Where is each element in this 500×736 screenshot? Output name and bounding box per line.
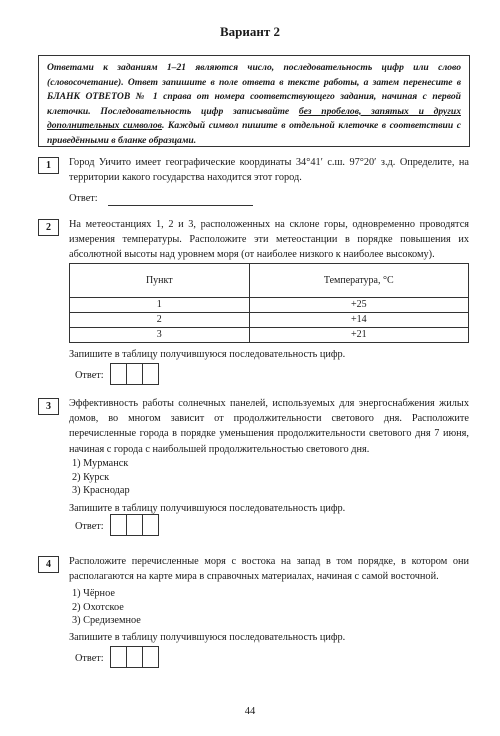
question-4-options xyxy=(72,587,141,628)
answer-cell[interactable] xyxy=(142,363,159,385)
answer-cell[interactable] xyxy=(142,514,159,536)
question-4-number: 4 xyxy=(38,556,59,573)
question-4-text: Расположите перечисленные моря с востока на запад в том порядке, в котором они располагаются на карте мира в справочных материалах, начиная с самой восточной. xyxy=(69,556,469,583)
answer-cell[interactable] xyxy=(126,646,143,668)
question-2-answer-cells[interactable] xyxy=(111,363,159,385)
table-cell: 3 xyxy=(70,328,250,343)
question-1-number: 1 xyxy=(38,157,59,174)
instructions-text-end: . Каждый символ пишите в отдельной клеточке в соответствии с приведёнными в бланке образцами. xyxy=(47,120,461,146)
question-2-answer-label: Ответ: xyxy=(75,370,104,381)
answer-cell[interactable] xyxy=(110,363,127,385)
question-2-text: На метеостанциях 1, 2 и 3, расположенных на склоне горы, одновременно проводятся измерения температуры. Расположите эти метеостанции в порядке повышения их абсолютной высоты над уровнем моря (от наиболее низкого к наиболее высокому). xyxy=(69,219,469,261)
table-header-temperature: Температура, °С xyxy=(249,264,468,298)
option-item: 1) Чёрное xyxy=(72,588,115,599)
answer-cell[interactable] xyxy=(126,514,143,536)
question-3-number: 3 xyxy=(38,398,59,415)
answer-cell[interactable] xyxy=(142,646,159,668)
question-1-answer-label: Ответ: xyxy=(69,193,98,204)
question-3-answer-label: Ответ: xyxy=(75,521,104,532)
table-row xyxy=(70,328,469,343)
page-title: Вариант 2 xyxy=(219,24,281,39)
option-item: 2) Курск xyxy=(72,471,110,483)
question-4-instruction: Запишите в таблицу получившуюся последовательность цифр. xyxy=(69,632,346,643)
option-item: 3) Средиземное xyxy=(72,615,141,626)
table-cell: 2 xyxy=(70,313,250,328)
instructions-box xyxy=(38,55,470,147)
question-3-options xyxy=(72,457,130,498)
instructions-underlined: без пробелов, запятых и других дополнительных символов xyxy=(47,105,461,132)
option-item: 1) Мурманск xyxy=(72,458,129,469)
question-2-instruction: Запишите в таблицу получившуюся последовательность цифр. xyxy=(69,349,346,360)
question-3-text: Эффективность работы солнечных панелей, используемых для энергоснабжения жилых домов, во многом зависит от продолжительности светового дня. Расположите перечисленные города в порядке уменьшения продолжительности светового дня 7 июня, начиная с города с наибольшей продолжительностью светового дня. xyxy=(69,398,469,455)
table-cell: +14 xyxy=(249,313,468,328)
question-2-number: 2 xyxy=(38,219,59,236)
question-3-answer-cells[interactable] xyxy=(111,514,159,536)
table-cell: +25 xyxy=(249,298,468,313)
table-row xyxy=(70,298,469,313)
answer-cell[interactable] xyxy=(110,646,127,668)
question-1-answer-field[interactable] xyxy=(108,205,253,206)
page-number: 44 xyxy=(244,706,256,717)
answer-cell[interactable] xyxy=(126,363,143,385)
table-cell: 1 xyxy=(70,298,250,313)
question-4-answer-cells[interactable] xyxy=(111,646,159,668)
table-cell: +21 xyxy=(249,328,468,343)
table-row xyxy=(70,313,469,328)
option-item: 2) Охотское xyxy=(72,601,124,613)
question-1-text: Город Уичито имеет географические координаты 34°41′ с.ш. 97°20′ з.д. Определите, на территории какого государства находится этот город. xyxy=(69,157,469,184)
instructions-text: Ответами к заданиям 1–21 являются число, последовательность цифр или слово (словосочетание). Ответ запишите в поле ответа в тексте работы, а затем перенесите в БЛАНК ОТВЕТОВ № 1 справа от номера соответствующего задания, начиная с первой клеточки. Последовательность цифр записывайте xyxy=(47,62,461,117)
temperature-table xyxy=(69,263,469,343)
question-4-answer-label: Ответ: xyxy=(75,653,104,664)
option-item: 3) Краснодар xyxy=(72,485,130,496)
question-3-instruction: Запишите в таблицу получившуюся последовательность цифр. xyxy=(69,503,346,514)
table-header-point: Пункт xyxy=(70,264,250,298)
answer-cell[interactable] xyxy=(110,514,127,536)
